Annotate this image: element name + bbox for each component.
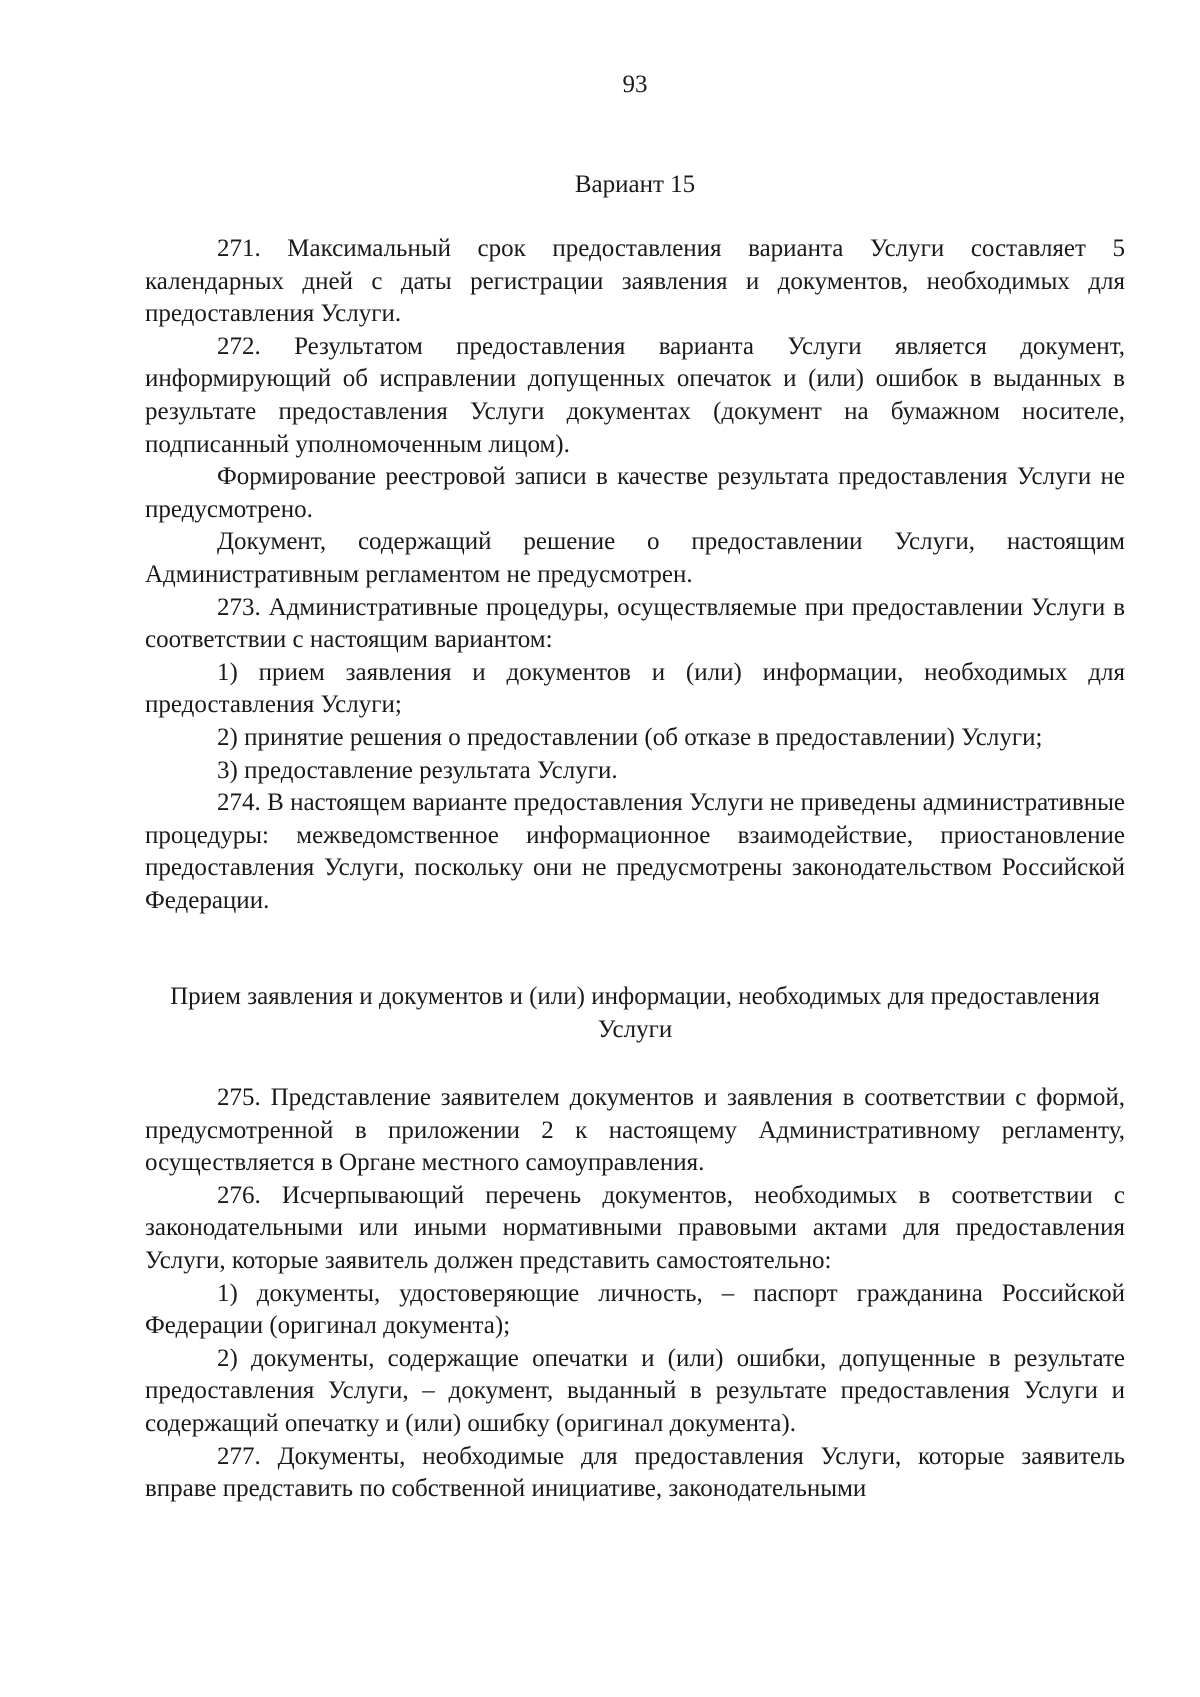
variant-heading: Вариант 15 xyxy=(574,171,696,198)
list-item-273-3: 3) предоставление результата Услуги. xyxy=(217,756,618,784)
paragraph-271: 271. Максимальный срок предоставления варианта Услуги составляет 5 календарных дней с даты регистрации заявления и документов, необходимых для предоставления Услуги. xyxy=(145,235,1125,328)
body-text-block-2 xyxy=(145,1082,1125,1506)
paragraph-274: 274. В настоящем варианте предоставления Услуги не приведены административные процедуры: межведомственное информационное взаимодействие, приостановление предоставления Услуги, поскольку они не предусмотрены законодательством Российской Федерации. xyxy=(145,789,1125,914)
paragraph-277: 277. Документы, необходимые для предоставления Услуги, которые заявитель вправе представить по собственной инициативе, законодательными xyxy=(145,1442,1125,1503)
paragraph-registry-record: Формирование реестровой записи в качестве результата предоставления Услуги не предусмотрено. xyxy=(145,463,1125,523)
list-item-273-2: 2) принятие решения о предоставлении (об отказе в предоставлении) Услуги; xyxy=(217,723,1043,751)
paragraph-276: 276. Исчерпывающий перечень документов, необходимых в соответствии с законодательными или иными нормативными правовыми актами для предоставления Услуги, которые заявитель должен представить самостоятельно: xyxy=(145,1181,1125,1274)
paragraph-decision-document: Документ, содержащий решение о предоставлении Услуги, настоящим Административным регламентом не предусмотрен. xyxy=(145,528,1125,588)
body-text-block-1 xyxy=(145,233,1125,917)
page-number: 93 xyxy=(622,71,648,98)
section-heading: Прием заявления и документов и (или) информации, необходимых для предоставления Услуги xyxy=(170,983,1100,1043)
list-item-276-1: 1) документы, удостоверяющие личность, – паспорт гражданина Российской Федерации (оригинал документа); xyxy=(145,1279,1125,1340)
paragraph-275: 275. Представление заявителем документов и заявления в соответствии с формой, предусмотренной в приложении 2 к настоящему Административному регламенту, осуществляется в Органе местного самоуправления. xyxy=(145,1084,1125,1177)
list-item-276-2: 2) документы, содержащие опечатки и (или) ошибки, допущенные в результате предоставления Услуги, – документ, выданный в результате предоставления Услуги и содержащий опечатку и (или) ошибку (оригинал документа). xyxy=(145,1344,1125,1437)
list-item-273-1: 1) прием заявления и документов и (или) информации, необходимых для предоставления Услуги; xyxy=(145,658,1125,719)
paragraph-272: 272. Результатом предоставления варианта Услуги является документ, информирующий об исправлении допущенных опечаток и (или) ошибок в выданных в результате предоставления Услуги документах (документ на бумажном носителе, подписанный уполномоченным лицом). xyxy=(145,332,1125,458)
paragraph-273: 273. Административные процедуры, осуществляемые при предоставлении Услуги в соответствии с настоящим вариантом: xyxy=(145,593,1125,654)
